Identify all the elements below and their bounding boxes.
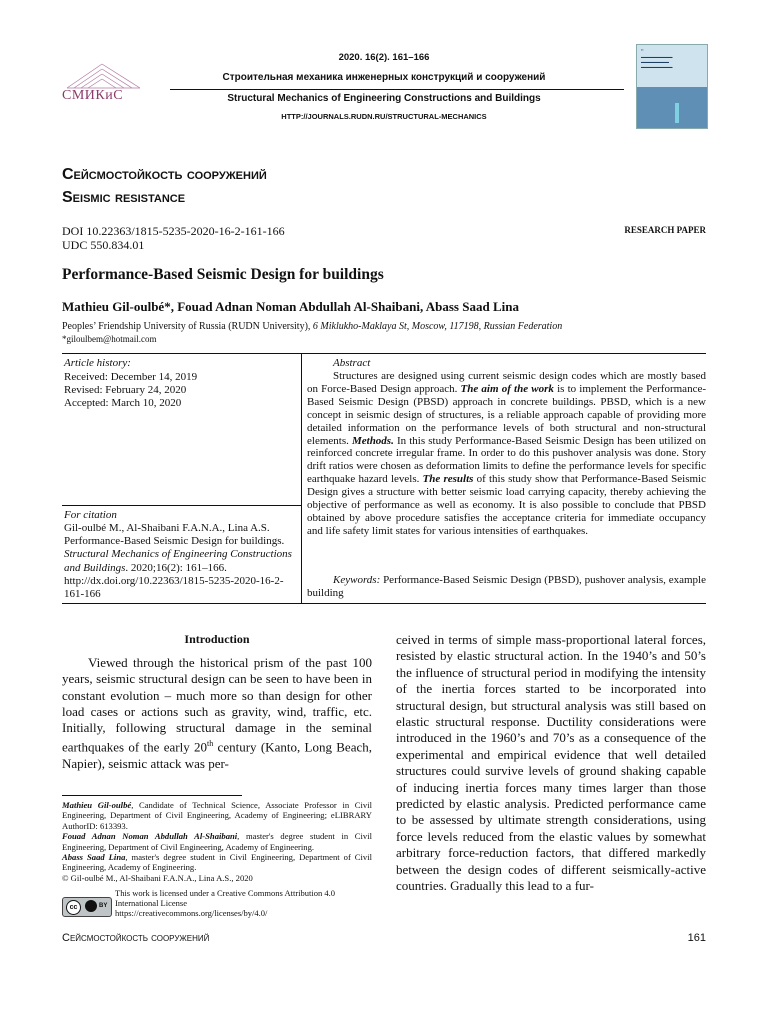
- footnote-text: , master's degree student in Civil Engineering, Department of Civil Engineering, Academy of Engineering.: [62, 852, 372, 873]
- citation-heading: For citation: [64, 509, 117, 521]
- footnote-author-3: [62, 852, 372, 873]
- footnote-name: Fouad Adnan Noman Abdullah Al-Shaibani: [62, 831, 238, 842]
- footnote-rule: [62, 795, 242, 796]
- intro-text: Viewed through the historical prism of the past 100 years, seismic structural design can be seen to have been in constant evolution – much more so than design for other load cases or actions such as gravity, wind, traffic, etc. Initially, following structural damage in the seminal earthquakes of the early 20: [62, 655, 372, 755]
- journal-url[interactable]: HTTP://JOURNALS.RUDN.RU/STRUCTURAL-MECHANICS: [281, 112, 487, 121]
- section-title-en: Seismic resistance: [62, 189, 186, 206]
- affiliation: [62, 321, 562, 332]
- info-box-top-rule: [62, 353, 706, 354]
- affiliation-address: 6 Miklukho-Maklaya St, Moscow, 117198, Russian Federation: [312, 321, 563, 332]
- paper-type: RESEARCH PAPER: [624, 225, 706, 235]
- footnote-author-2: [62, 831, 372, 852]
- keywords: [307, 574, 706, 600]
- doi: DOI 10.22363/1815-5235-2020-16-2-161-166: [62, 224, 285, 238]
- header-rule: [170, 89, 624, 90]
- license-statement: This work is licensed under a Creative Commons Attribution 4.0 International License: [115, 888, 336, 908]
- logo-text: СМИКиС: [62, 88, 124, 103]
- running-footer-section: Сейсмостойкость сооружений: [62, 932, 210, 944]
- footnote-text: , Candidate of Technical Science, Associate Professor in Civil Engineering, Department of Civil Engineering, Academy of Engineering; eLIBRARY AuthorID: 613393.: [62, 800, 372, 831]
- abstract-text: [307, 370, 706, 538]
- abstract-part: In this study Performance-Based Seismic Design has been utilized on reinforced concrete irregular frame. In order to do this pushover analysis was done. Story drift ratios were chosen as deformation limits to define the performance levels for specific earthquake hazard levels.: [307, 434, 706, 486]
- superscript: th: [207, 739, 214, 749]
- keywords-list: Performance-Based Seismic Design (PBSD), pushover analysis, example building: [307, 574, 706, 599]
- cc-by-license-icon: cc BY: [62, 897, 112, 917]
- copyright: © Gil-oulbé M., Al-Shaibani F.A.N.A., Lina A.S., 2020: [62, 872, 253, 883]
- citation-text: [64, 522, 300, 601]
- received-date: Received: December 14, 2019: [64, 371, 198, 383]
- intro-column-1: [62, 655, 372, 772]
- accepted-date: Accepted: March 10, 2020: [64, 397, 182, 409]
- corresponding-email[interactable]: *giloulbem@hotmail.com: [62, 334, 157, 344]
- author-footnotes: [62, 800, 372, 883]
- intro-column-2: ceived in terms of simple mass-proportional lateral forces, resisted by elastic structural action. In the 1940’s and 50’s the influence of structural period in modifying the intensity of the inertia forces started to be incorporated into structural design, but structural analysis was still based on elastic structural response. Ductility considerations were introduced in the 1960’s and 70’s as a consequence of the experimental and empirical evidence that well detailed structures could survive levels of ground shaking capable of inducing inertia forces many times larger than those predicted by elastic analysis. Predicted performance came to be assessed by ultimate strength considerations, using force levels reduced from the elastic values by somewhat arbitrary force-reduction factors, that differed markedly between the design codes of different seismically-active countries. Gradually this lead to a fur-: [396, 632, 706, 894]
- footnote-text: , master's degree student in Civil Engineering, Department of Civil Engineering, Academy of Engineering.: [62, 831, 372, 852]
- intro-text: century (Kanto, Long Beach, Napier), seismic attack was per-: [62, 739, 372, 772]
- abstract-methods-label: Methods.: [351, 434, 394, 447]
- citation-details: . 2020;16(2): 161–166. http://dx.doi.org/10.22363/1815-5235-2020-16-2-161-166: [64, 561, 284, 601]
- journal-cover-thumbnail: ▪▪ ▬▬▬▬▬▬▬▬▬ ▬▬▬▬▬▬▬▬ ▬▬▬▬▬▬▬▬▬: [636, 44, 708, 129]
- abstract-part: Structures are designed using current seismic design codes which are mostly based on Force-Based Design approach.: [307, 370, 706, 395]
- license-url[interactable]: https://creativecommons.org/licenses/by/4.0/: [115, 908, 268, 918]
- abstract-heading: Abstract: [333, 357, 371, 369]
- page-number: 161: [687, 932, 706, 944]
- footnote-name: Abass Saad Lina: [62, 852, 126, 863]
- udc: UDC 550.834.01: [62, 238, 145, 252]
- keywords-label: Keywords:: [333, 574, 381, 586]
- citation-authors-title: Gil-oulbé M., Al-Shaibani F.A.N.A., Lina A.S. Performance-Based Seismic Design for buildings.: [64, 522, 285, 548]
- section-title-ru: Сейсмостойкость сооружений: [62, 166, 267, 183]
- abstract-part: of this study show that Performance-Based Seismic Design gives a structure with better seismic load carrying capacity, thereby achieving the objective of performance as well as economy. It is also possible to conclude that PBSD obtained by above procedure satisfies the acceptance criteria for immediate occupancy and life safety limit states for various intensities of earthquakes.: [307, 473, 706, 537]
- abstract-part: is to implement the Performance-Based Seismic Design (PBSD) approach in concrete buildings. PBSD, which is a new concept in seismic design of structures, is a reliable approach capable of providing more detailed information on the performance levels of both structural and non-structural elements.: [307, 382, 706, 447]
- abstract-aim-label: The aim of the work: [460, 382, 554, 395]
- authors: Mathieu Gil-oulbé*, Fouad Adnan Noman Abdullah Al-Shaibani, Abass Saad Lina: [62, 299, 519, 314]
- footnote-name: Mathieu Gil-oulbé: [62, 800, 132, 810]
- abstract-results-label: The results: [422, 473, 474, 486]
- journal-title-ru: Строительная механика инженерных конструкций и сооружений: [222, 72, 546, 83]
- journal-title-en: Structural Mechanics of Engineering Constructions and Buildings: [227, 93, 541, 104]
- affiliation-org: Peoples’ Friendship University of Russia (RUDN University),: [62, 321, 313, 332]
- introduction-heading: Introduction: [184, 632, 250, 646]
- footnote-author-1: [62, 800, 372, 831]
- info-box-mid-rule: [62, 505, 301, 506]
- license-text: [115, 888, 355, 918]
- issue-line: 2020. 16(2). 161–166: [338, 52, 430, 63]
- history-heading: Article history:: [64, 357, 131, 369]
- info-box-bottom-rule: [62, 603, 706, 604]
- revised-date: Revised: February 24, 2020: [64, 384, 187, 396]
- citation-journal: Structural Mechanics of Engineering Constructions and Buildings: [64, 548, 292, 574]
- info-box-divider: [301, 353, 302, 603]
- paper-title: Performance-Based Seismic Design for buildings: [62, 266, 384, 283]
